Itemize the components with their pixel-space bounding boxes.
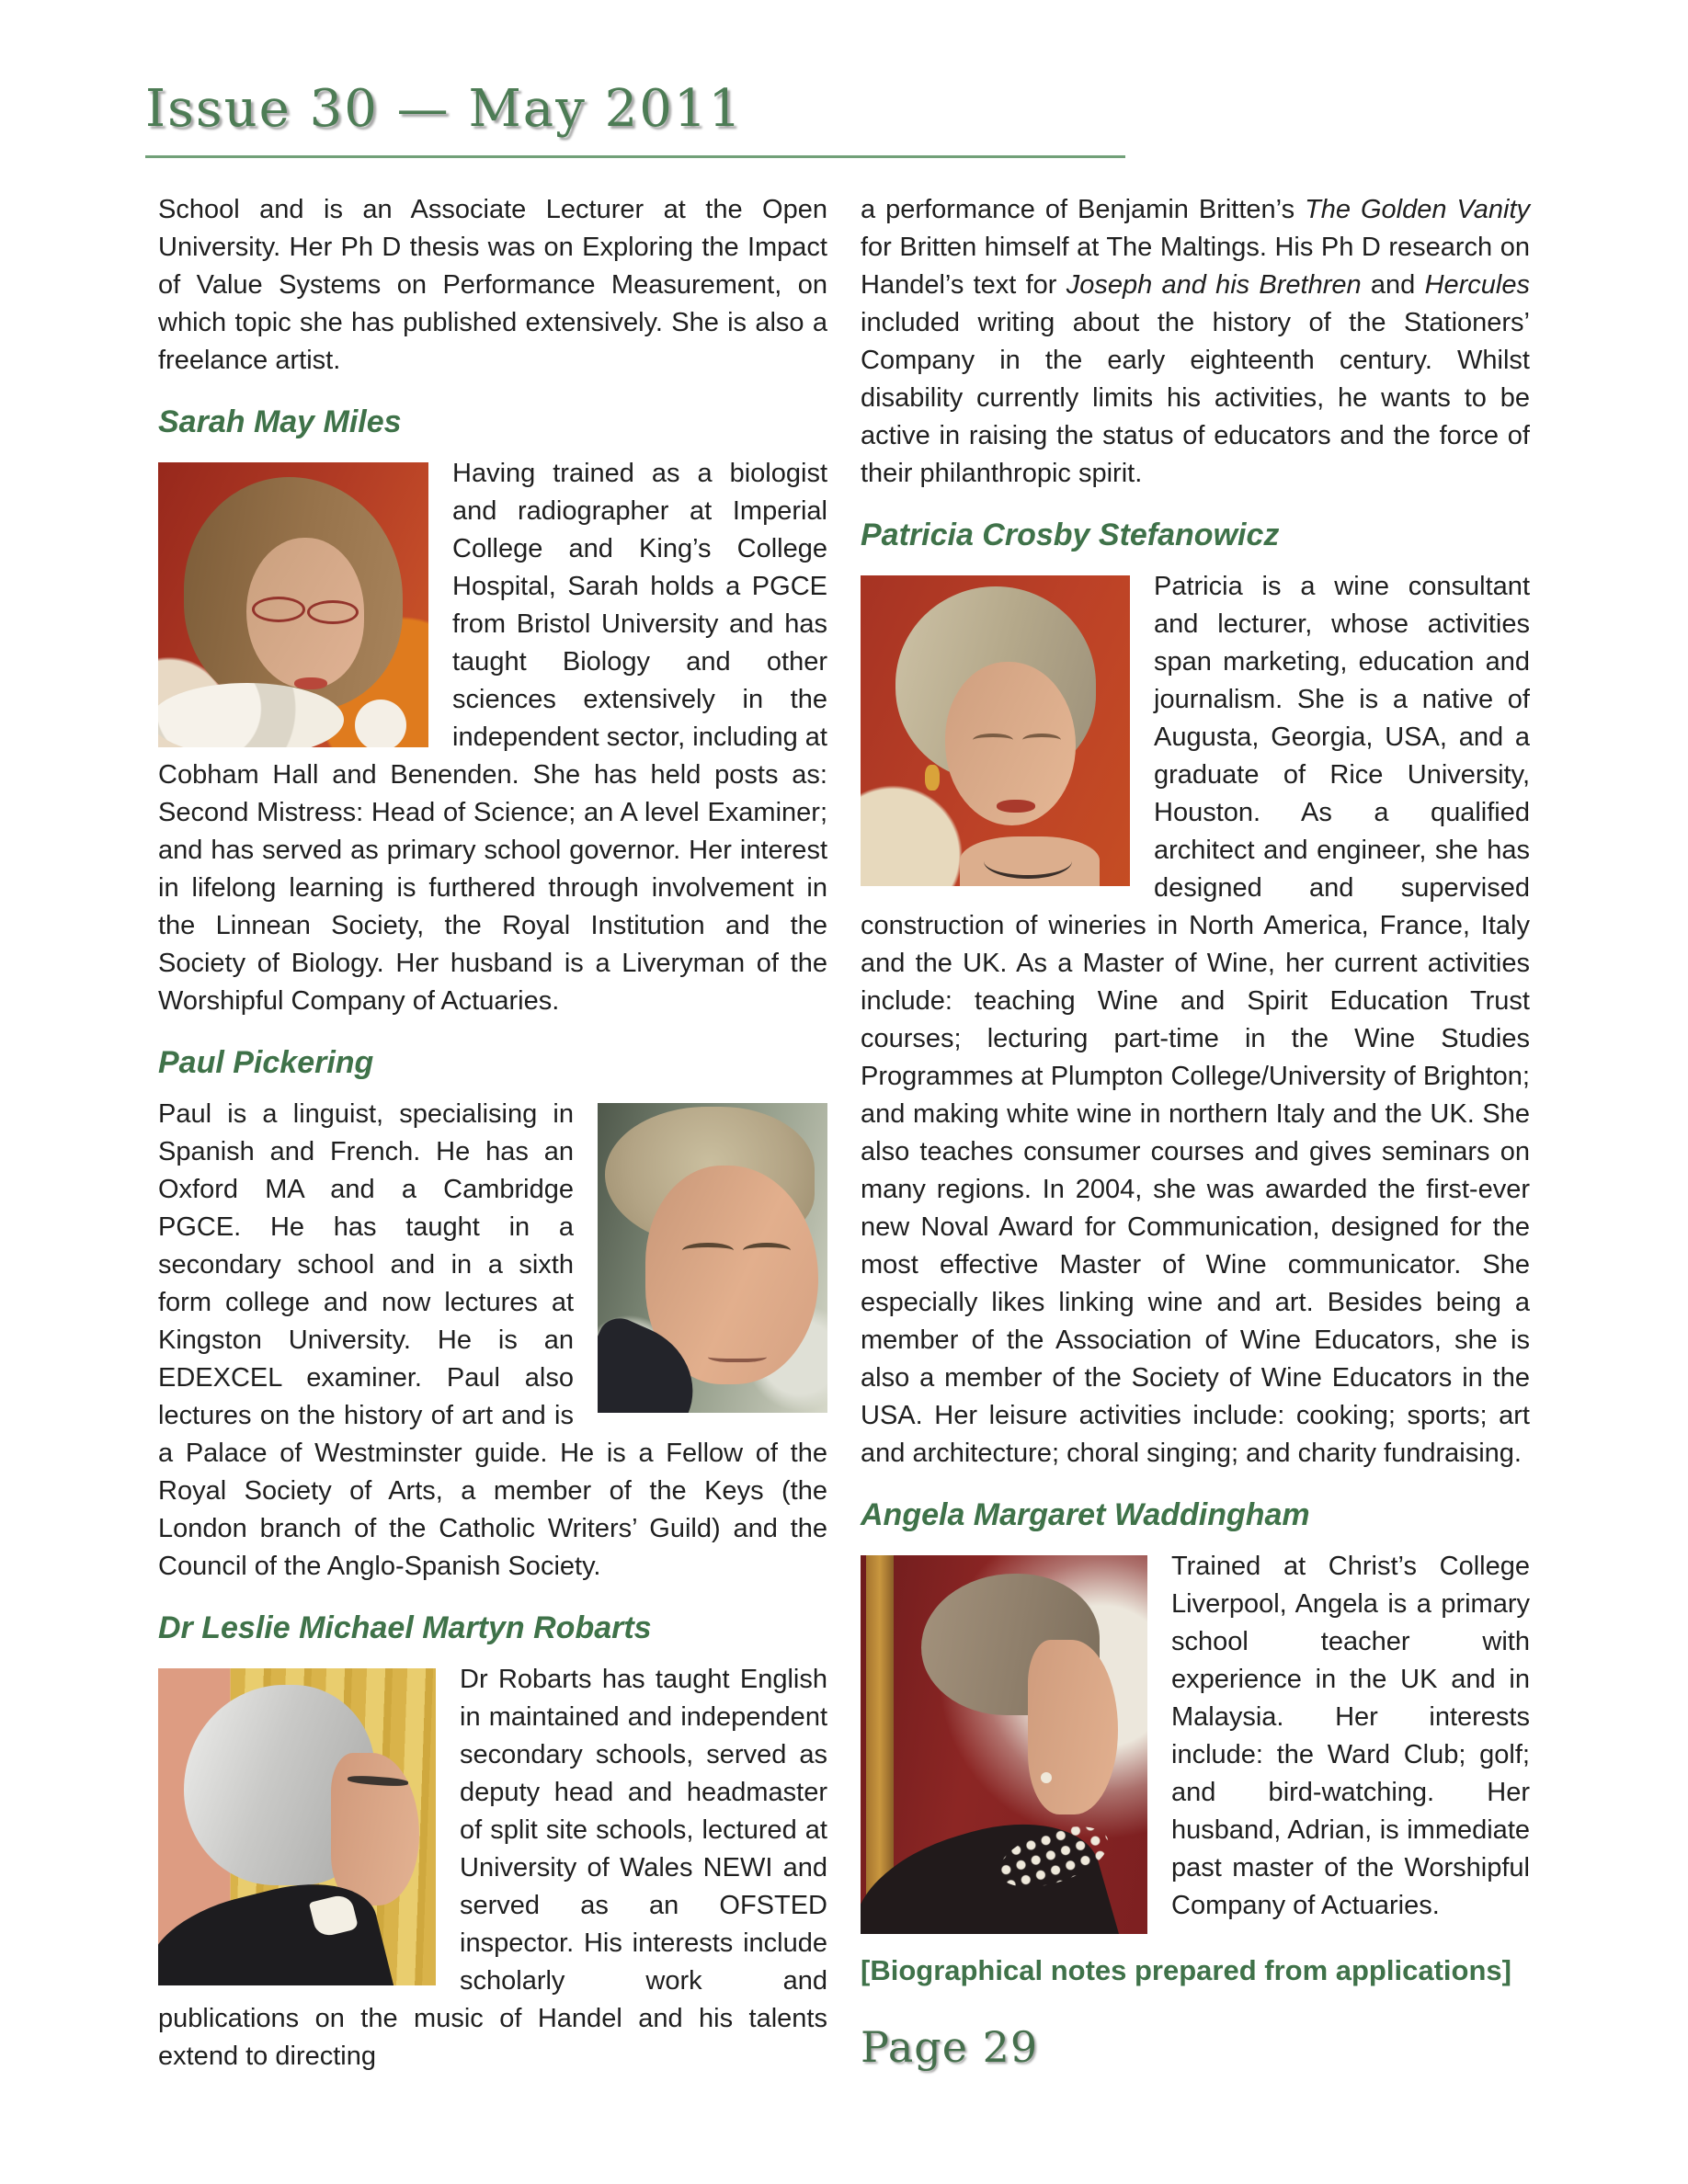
photo-detail-face xyxy=(1028,1640,1118,1814)
heading-paul-pickering: Paul Pickering xyxy=(158,1044,374,1080)
paragraph-text: for Britten himself at The Maltings. His Ph D research on Handel’s text for xyxy=(861,232,1530,300)
photo-paul-pickering xyxy=(598,1103,827,1413)
robarts-continuation-paragraph xyxy=(861,191,1530,493)
robarts-paragraph xyxy=(158,1661,827,2076)
paul-paragraph xyxy=(158,1096,827,1586)
work-title-italic: The Golden Vanity xyxy=(1305,194,1530,224)
photo-sarah-may-miles xyxy=(158,462,428,747)
heading-patricia-stefanowicz: Patricia Crosby Stefanowicz xyxy=(861,517,1280,552)
paragraph-text: included writing about the history of the Stationers’ Company in the early eighteenth century. Whilst disability currently limits his activities, he wants to be active in raising the status of educators and the force of their philanthropic spirit. xyxy=(861,307,1530,488)
photo-detail-necklace xyxy=(984,844,1072,879)
patricia-paragraph xyxy=(861,568,1530,1473)
biographical-note: [Biographical notes prepared from applications] xyxy=(861,1953,1511,1986)
paragraph-text: School and is an Associate Lecturer at the Open University. Her Ph D thesis was on Exploring the Impact of Value Systems on Performance Measurement, on which topic she has published extensively. She is also a freelance artist. xyxy=(158,194,827,375)
paragraph-text: Paul is a linguist, specialising in Spanish and French. He has an Oxford MA and a Cambridge PGCE. He has taught in a secondary school and in a sixth form college and now lectures at Kingston University. He is an EDEXCEL examiner. Paul also lectures on the history of art and is a Palace of Westminster guide. He is a Fellow of the Royal Society of Arts, a member of the Keys (the London branch of the Catholic Writers’ Guild) and the Council of the Anglo-Spanish Society. xyxy=(158,1098,827,1581)
photo-leslie-robarts xyxy=(158,1668,436,1985)
header-divider xyxy=(145,155,1125,158)
page-header xyxy=(0,0,1688,158)
heading-leslie-robarts: Dr Leslie Michael Martyn Robarts xyxy=(158,1610,652,1645)
two-column-body xyxy=(158,176,1530,2085)
photo-detail-earring xyxy=(925,765,940,791)
photo-detail-glasses xyxy=(252,597,305,622)
photo-detail-eye xyxy=(973,734,1013,746)
intro-continuation-paragraph xyxy=(158,191,827,380)
angela-paragraph xyxy=(861,1548,1530,1925)
paragraph-text: Patricia is a wine consultant and lecturer, whose activities span marketing, education and journalism. She is a native of Augusta, Georgia, USA, and a graduate of Rice University, Houston. As a qualified architect and engineer, she has designed and supervised construction of wineries in North America, France, Italy and the UK. As a Master of Wine, her current activities include: teaching Wine and Spirit Education Trust courses; lecturing part-time in the Wine Studies Programmes at Plumpton College/University of Brighton; and making white wine in northern Italy and the UK. She also teaches consumer courses and gives seminars on many regions. In 2004, she was awarded the first-ever new Noval Award for Communication, designed for the most effective Master of Wine communicator. She especially likes linking wine and art. Besides being a member of the Association of Wine Educators, she is also a member of the Society of Wine Educators in the USA. Her leisure activities include: cooking; sports; art and architecture; choral singing; and charity fundraising. xyxy=(861,571,1530,1468)
photo-detail-eye xyxy=(1022,734,1061,746)
paragraph-text: Trained at Christ’s College Liverpool, Angela is a primary school teacher with experience in the UK and in Malaysia. Her interests include: the Ward Club; golf; and bird-watching. Her husband, Adrian, is immediate past master of the Worshipful Company of Actuaries. xyxy=(1171,1551,1530,1920)
photo-detail-collar xyxy=(336,696,425,747)
left-column xyxy=(158,176,827,2085)
heading-angela-waddingham: Angela Margaret Waddingham xyxy=(861,1496,1310,1532)
photo-detail-brow xyxy=(743,1243,791,1258)
photo-detail-lips xyxy=(294,677,327,689)
paragraph-text: a performance of Benjamin Britten’s xyxy=(861,194,1306,224)
issue-title: Issue 30 — May 2011 xyxy=(145,79,744,139)
photo-detail-earring xyxy=(1041,1772,1052,1783)
paragraph-text: Having trained as a biologist and radiographer at Imperial College and King’s College Hospital, Sarah holds a PGCE from Bristol University and has taught Biology and other sciences extensively in the independent sector, including at Cobham Hall and Benenden. She has held posts as: Second Mistress: Head of Science; an A level Examiner; and has served as primary school governor. Her interest in lifelong learning is furthered through involvement in the Linnean Society, the Royal Institution and the Society of Biology. Her husband is a Liveryman of the Worshipful Company of Actuaries. xyxy=(158,458,827,1016)
page-number: Page 29 xyxy=(861,2021,1039,2072)
paragraph-text: Dr Robarts has taught English in maintained and independent secondary schools, served as deputy head and headmaster of split site schools, lectured at University of Wales NEWI and served as an OFSTED inspector. His interests include scholarly work and publications on the music of Handel and his talents extend to directing xyxy=(158,1664,827,2071)
photo-patricia-stefanowicz xyxy=(861,575,1130,886)
photo-detail-mouth xyxy=(708,1349,767,1362)
paragraph-text: and xyxy=(1361,269,1425,300)
work-title-italic: Hercules xyxy=(1424,269,1531,300)
photo-detail-brow xyxy=(682,1243,734,1258)
sarah-paragraph xyxy=(158,455,827,1020)
photo-angela-waddingham xyxy=(861,1555,1147,1934)
heading-sarah-may-miles: Sarah May Miles xyxy=(158,404,402,439)
photo-detail-glasses xyxy=(307,600,359,624)
work-title-italic: Joseph and his Brethren xyxy=(1066,269,1362,300)
photo-detail-lips xyxy=(997,800,1035,813)
right-column xyxy=(861,176,1530,2085)
